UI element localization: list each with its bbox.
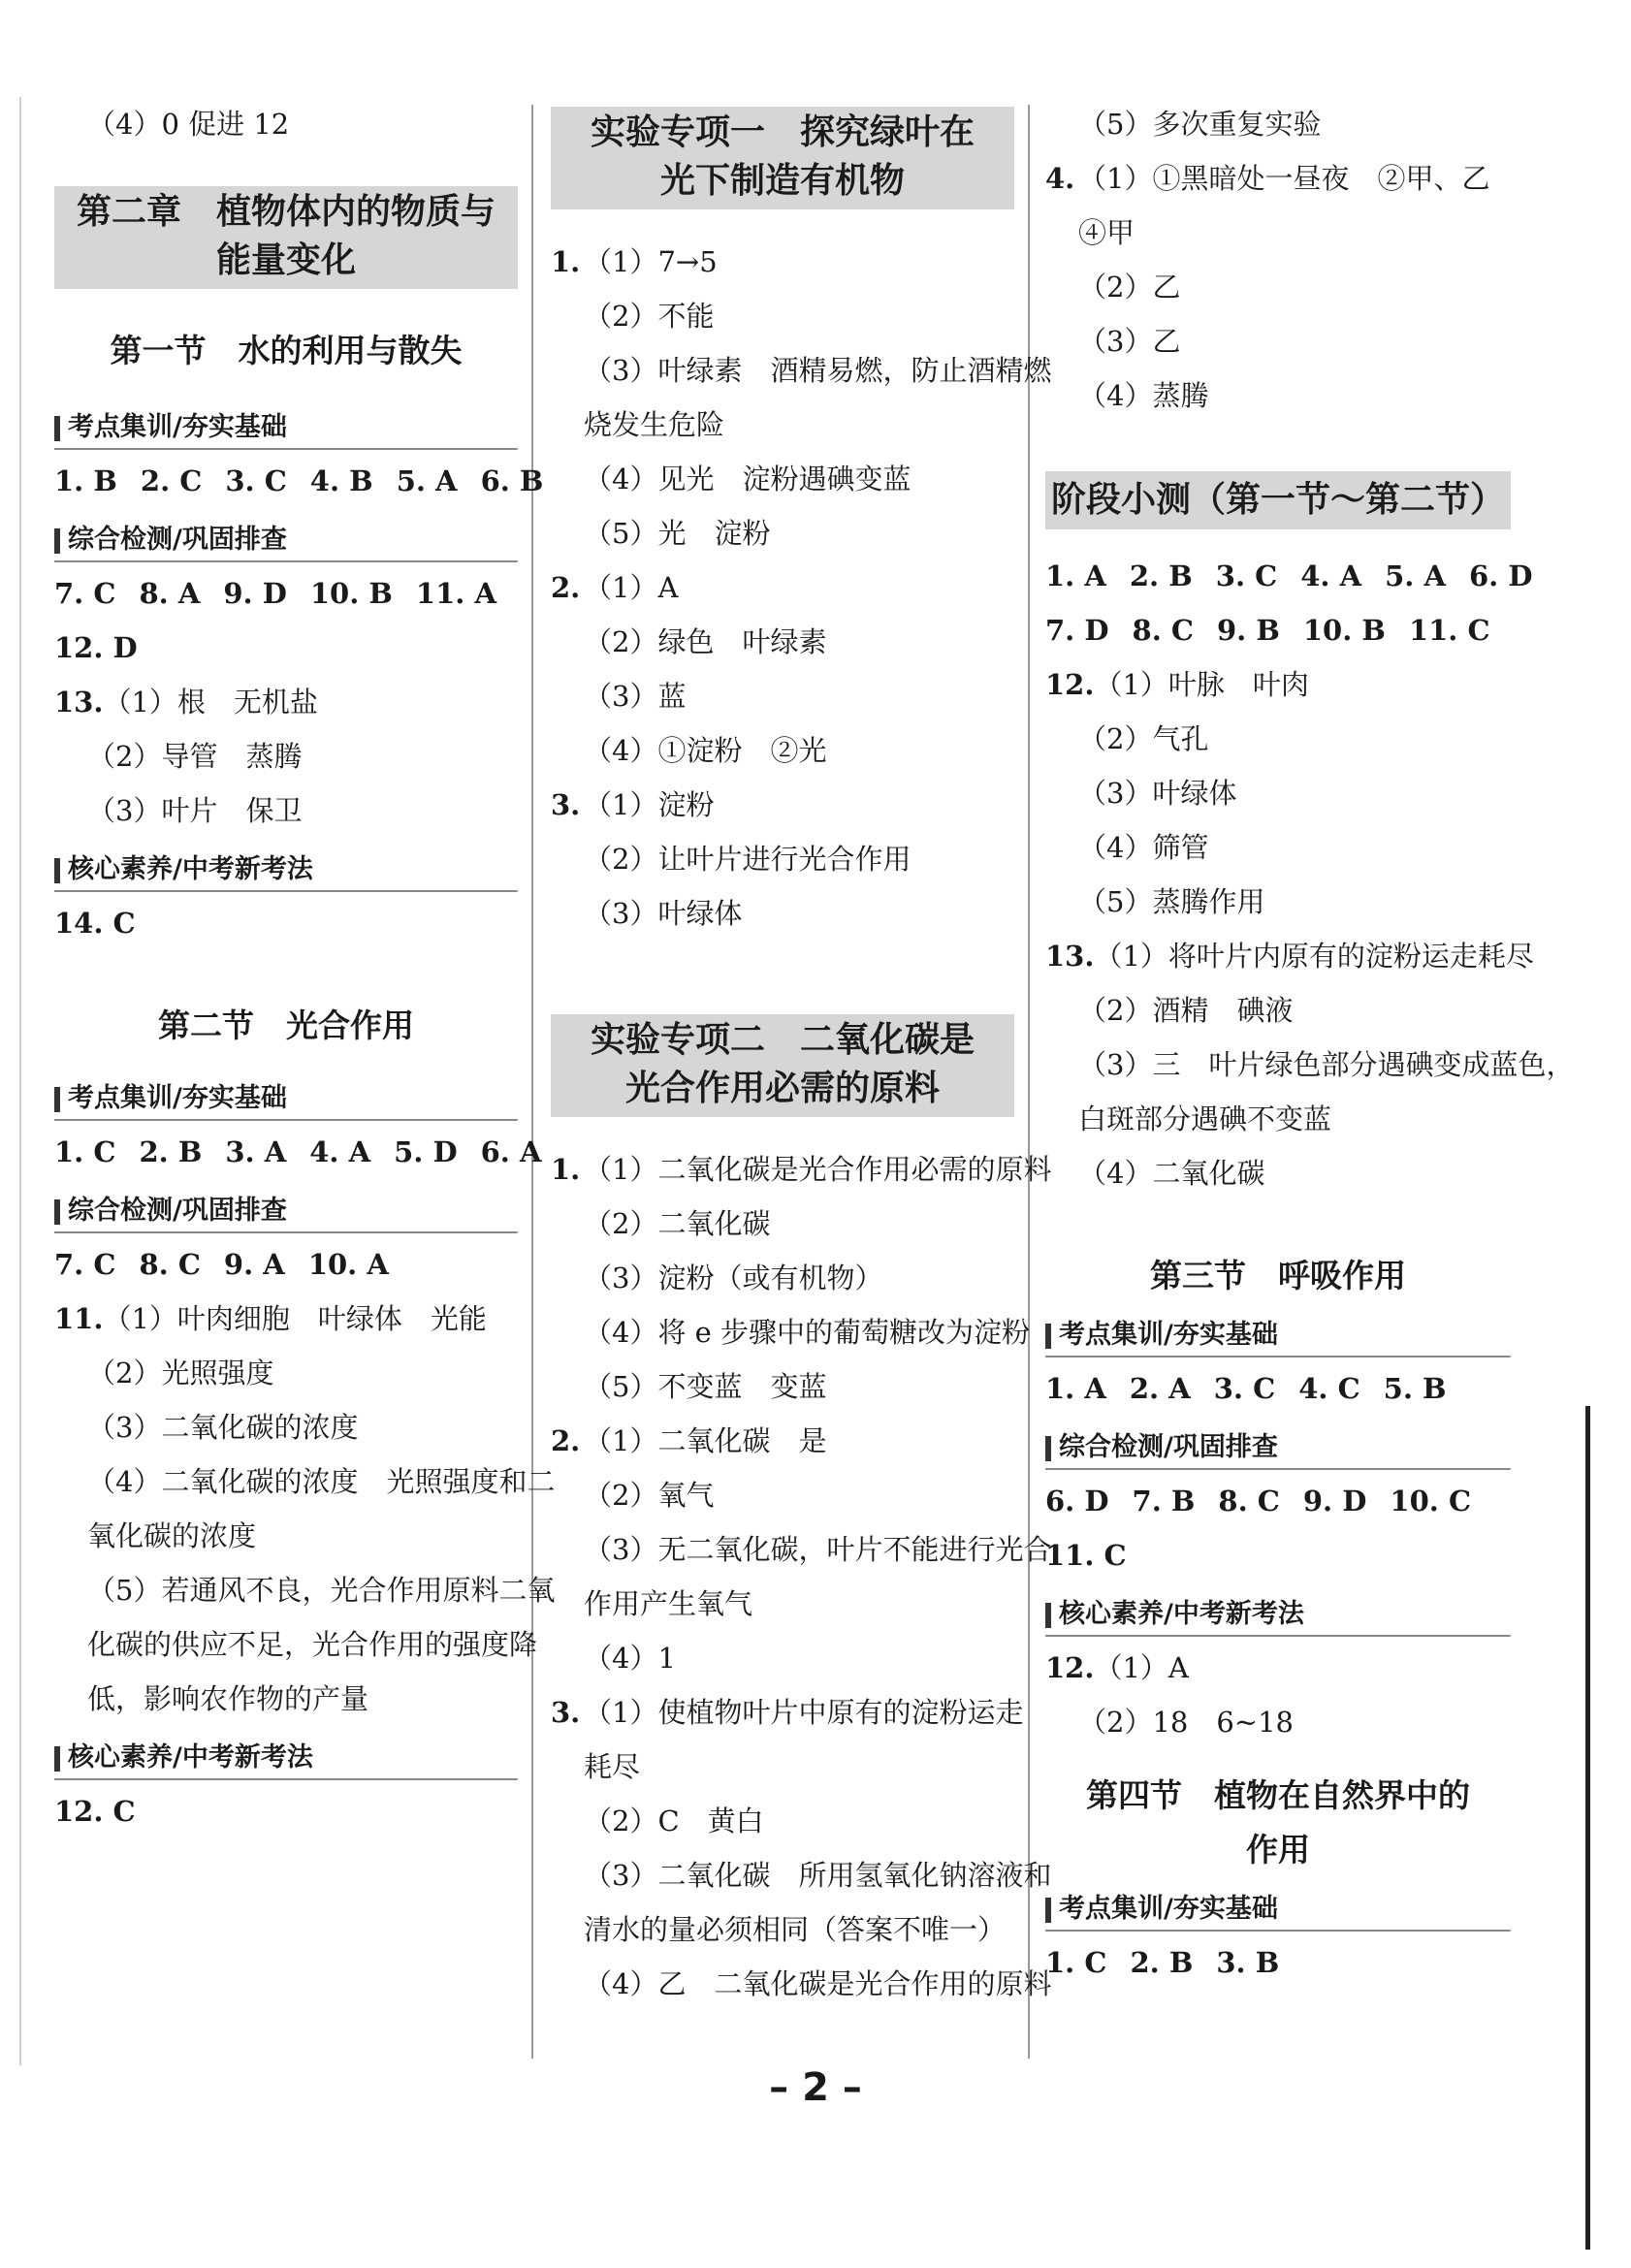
answer-row: 1. A 2. B 3. C 4. A 5. A 6. D (1045, 559, 1533, 592)
answer-text: （3）叶绿素 酒精易燃，防止酒精燃 (584, 354, 1052, 387)
answer-line (551, 1468, 1014, 1522)
experiment-title: 实验专项一 探究绿叶在 光下制造有机物 (551, 107, 1014, 209)
answer-line (551, 1848, 1052, 1902)
answer-row: 11. C (1045, 1539, 1127, 1572)
answer-line: 化碳的供应不足，光合作用的强度降 (87, 1628, 538, 1661)
answer-row: 1. C 2. B 3. A 4. A 5. D 6. A (54, 1135, 542, 1168)
answer-line (1045, 314, 1511, 368)
answer-line (1045, 766, 1511, 820)
answer-line (1045, 820, 1511, 875)
answer-line: （2）导管 蒸腾 (87, 740, 303, 773)
column-divider-2 (1028, 105, 1030, 2059)
answer-line (551, 1685, 1024, 1740)
answer-row: 1. A 2. A 3. C 4. C 5. B (1045, 1372, 1447, 1405)
answer-text: （1）使植物叶片中原有的淀粉运走 (584, 1696, 1024, 1729)
answer-text: （3）二氧化碳 所用氢氧化钠溶液和 (584, 1859, 1052, 1892)
answer-line: （2）光照强度 (87, 1357, 274, 1390)
answer-line (551, 886, 1014, 941)
answer-text: （4）见光 淀粉遇碘变蓝 (584, 463, 911, 495)
tag-comprehensive: 综合检测/巩固排查 (1045, 1425, 1511, 1470)
answer-line: 氧化碳的浓度 (87, 1519, 257, 1552)
answer-line (551, 235, 1014, 289)
question-number: 13. (1045, 940, 1095, 973)
answer-text: （1）A (584, 571, 679, 604)
answer-text: （4）1 (584, 1642, 676, 1675)
answer-text: （4）将 e 步骤中的葡萄糖改为淀粉 (584, 1316, 1031, 1349)
answer-line (1045, 368, 1511, 423)
answer-line: （3）二氧化碳的浓度 (87, 1411, 359, 1444)
answer-text: （4）二氧化碳 (1078, 1157, 1265, 1190)
answer-row: 7. D 8. C 9. B 10. B 11. C (1045, 614, 1490, 647)
answer-text: （3）蓝 (584, 680, 687, 713)
answer-line (551, 1142, 1052, 1197)
page-number: – 2 – (769, 2065, 862, 2110)
answer-text: （2）氧气 (584, 1479, 715, 1512)
answer-line (551, 669, 1014, 723)
answer-text: （2）不能 (584, 300, 715, 333)
answer-line (551, 1197, 1014, 1251)
answer-line (1045, 712, 1511, 766)
experiment-title: 实验专项二 二氧化碳是 光合作用必需的原料 (551, 1014, 1014, 1117)
question-number: 12. (1045, 668, 1095, 701)
experiment-2-answers (551, 1142, 1052, 2011)
experiment-1-answers (551, 235, 1052, 941)
answer-text: （1）将叶片内原有的淀粉运走耗尽 (1094, 940, 1534, 973)
answer-row: 1. C 2. B 3. B (1045, 1946, 1280, 1979)
answer-line (1045, 97, 1511, 151)
answer-line (551, 832, 1014, 886)
answer-line: （3）叶片 保卫 (87, 794, 303, 827)
answer-line (1045, 151, 1511, 206)
section-title: 第三节 呼吸作用 (1150, 1257, 1406, 1294)
column-1 (54, 97, 556, 2065)
answer-text: （3）叶绿体 (1078, 777, 1237, 810)
answer-text: 烧发生危险 (584, 408, 725, 441)
answer-line (1045, 206, 1511, 260)
tag-basic: 考点集训/夯实基础 (1045, 1313, 1511, 1358)
tag-comprehensive: 综合检测/巩固排查 (54, 518, 518, 562)
answer-line (551, 1305, 1031, 1359)
answer-line (551, 560, 1014, 615)
answer-line (551, 1522, 1052, 1577)
answer-text: （4）①淀粉 ②光 (584, 734, 827, 767)
answer-text: 耗尽 (584, 1750, 641, 1783)
stage-test-answers (1045, 657, 1575, 1200)
answer-line (1045, 1038, 1575, 1092)
answer-line: （2）18 6~18 (1078, 1706, 1295, 1739)
answer-line (551, 1359, 1014, 1414)
answer-line (551, 398, 1014, 452)
answer-line (551, 1414, 1014, 1468)
column-3 (1045, 97, 1575, 2065)
answer-line (1045, 260, 1511, 314)
section-title: 第一节 水的利用与散失 (110, 332, 463, 369)
tag-basic: 考点集训/夯实基础 (54, 1076, 518, 1121)
answer-text: （3）乙 (1078, 325, 1181, 358)
answer-line: 13.（1）根 无机盐 (54, 686, 318, 719)
answer-text: （3）叶绿体 (584, 897, 743, 930)
answer-line (551, 1957, 1052, 2011)
answer-text: （4）蒸腾 (1078, 379, 1209, 412)
answer-row: 7. C 8. A 9. D 10. B 11. A (54, 577, 496, 610)
answer-text: （5）不变蓝 变蓝 (584, 1370, 827, 1403)
answer-row: 7. C 8. C 9. A 10. A (54, 1248, 389, 1281)
tag-core: 核心素养/中考新考法 (54, 847, 518, 892)
column-divider-1 (531, 105, 533, 2059)
page-edge-right (1585, 1406, 1590, 2250)
answer-line (551, 1740, 1014, 1794)
answer-text: （2）绿色 叶绿素 (584, 625, 827, 658)
answer-row: 12. C (54, 1795, 136, 1828)
answer-line (551, 506, 1014, 560)
tag-core: 核心素养/中考新考法 (1045, 1592, 1511, 1637)
answer-line (551, 723, 1014, 778)
answer-text: （1）淀粉 (584, 788, 715, 821)
answer-text: （4）乙 二氧化碳是光合作用的原料 (584, 1967, 1052, 2000)
chapter-title: 第二章 植物体内的物质与 能量变化 (54, 186, 518, 289)
answer-line (551, 452, 1014, 506)
answer-text: （5）蒸腾作用 (1078, 885, 1265, 918)
answer-row: 1. B 2. C 3. C 4. B 5. A 6. B (54, 464, 544, 497)
column-2 (551, 97, 1052, 2065)
page-edge-left (19, 97, 21, 2065)
tag-comprehensive: 综合检测/巩固排查 (54, 1189, 518, 1233)
answer-line (551, 1577, 1014, 1631)
answer-text: （1）7→5 (584, 245, 718, 278)
answer-line (551, 1631, 1014, 1685)
section-title: 第二节 光合作用 (158, 1006, 414, 1044)
answer-line (551, 1794, 1014, 1848)
question-number: 3. (551, 788, 581, 821)
question-number: 3. (551, 1696, 581, 1729)
tag-basic: 考点集训/夯实基础 (1045, 1887, 1511, 1932)
answer-text: 清水的量必须相同（答案不唯一） (584, 1913, 1007, 1946)
question-number: 1. (551, 1153, 581, 1186)
answer-line: 12.（1）A (1045, 1651, 1189, 1684)
answer-text: （3）无二氧化碳，叶片不能进行光合 (584, 1533, 1052, 1566)
answer-line: 11.（1）叶肉细胞 叶绿体 光能 (54, 1302, 487, 1335)
question-number: 1. (551, 245, 581, 278)
answer-line: （4）二氧化碳的浓度 光照强度和二 (87, 1465, 556, 1498)
question-number: 2. (551, 571, 581, 604)
answer-text: 白斑部分遇碘不变蓝 (1078, 1102, 1332, 1135)
answer-line (551, 615, 1014, 669)
answer-text: （1）二氧化碳 是 (584, 1424, 827, 1457)
answer-text: （2）酒精 碘液 (1078, 994, 1294, 1027)
question-number: 2. (551, 1424, 581, 1457)
answer-text: （1）①黑暗处一昼夜 ②甲、乙 (1078, 162, 1490, 195)
answer-line (551, 289, 1014, 343)
answer-text: ④甲 (1078, 216, 1135, 249)
answer-line (1045, 1092, 1511, 1146)
answer-line (1045, 875, 1511, 929)
answer-text: （2）乙 (1078, 271, 1181, 303)
answer-text: （4）筛管 (1078, 831, 1209, 864)
answer-line (551, 1902, 1014, 1957)
answer-row: 6. D 7. B 8. C 9. D 10. C (1045, 1485, 1472, 1517)
answer-text: （2）C 黄白 (584, 1805, 764, 1837)
tag-core: 核心素养/中考新考法 (54, 1736, 518, 1780)
answer-line: 低，影响农作物的产量 (87, 1682, 369, 1715)
answer-line (551, 778, 1014, 832)
answer-text: 作用产生氧气 (584, 1587, 753, 1620)
tag-basic: 考点集训/夯实基础 (54, 405, 518, 450)
answer-text: （3）淀粉（或有机物） (584, 1262, 883, 1294)
stage-test-title: 阶段小测（第一节～第二节） (1045, 471, 1511, 529)
answer-row: 12. D (54, 631, 138, 664)
answer-line (1045, 1146, 1511, 1200)
answer-row: 14. C (54, 907, 136, 940)
answer-line (551, 343, 1052, 398)
question-number: 4. (1045, 162, 1075, 195)
answer-text: （5）多次重复实验 (1078, 108, 1322, 141)
answer-line: （5）若通风不良，光合作用原料二氧 (87, 1574, 556, 1607)
answer-line (551, 1251, 1014, 1305)
answer-text: （2）二氧化碳 (584, 1207, 771, 1240)
answer-line: （4）0 促进 12 (87, 108, 290, 141)
answer-text: （1）叶脉 叶肉 (1094, 668, 1309, 701)
answer-line (1045, 657, 1511, 712)
answer-text: （5）光 淀粉 (584, 517, 771, 550)
answer-line (1045, 929, 1534, 983)
answer-text: （1）二氧化碳是光合作用必需的原料 (584, 1153, 1052, 1186)
answer-text: （2）让叶片进行光合作用 (584, 843, 911, 876)
answer-text: （2）气孔 (1078, 722, 1209, 755)
continued-answers (1045, 97, 1511, 423)
answer-text: （3）三 叶片绿色部分遇碘变成蓝色， (1078, 1048, 1575, 1081)
answer-line (1045, 983, 1511, 1038)
section-title: 第四节 植物在自然界中的 作用 (1086, 1776, 1470, 1869)
